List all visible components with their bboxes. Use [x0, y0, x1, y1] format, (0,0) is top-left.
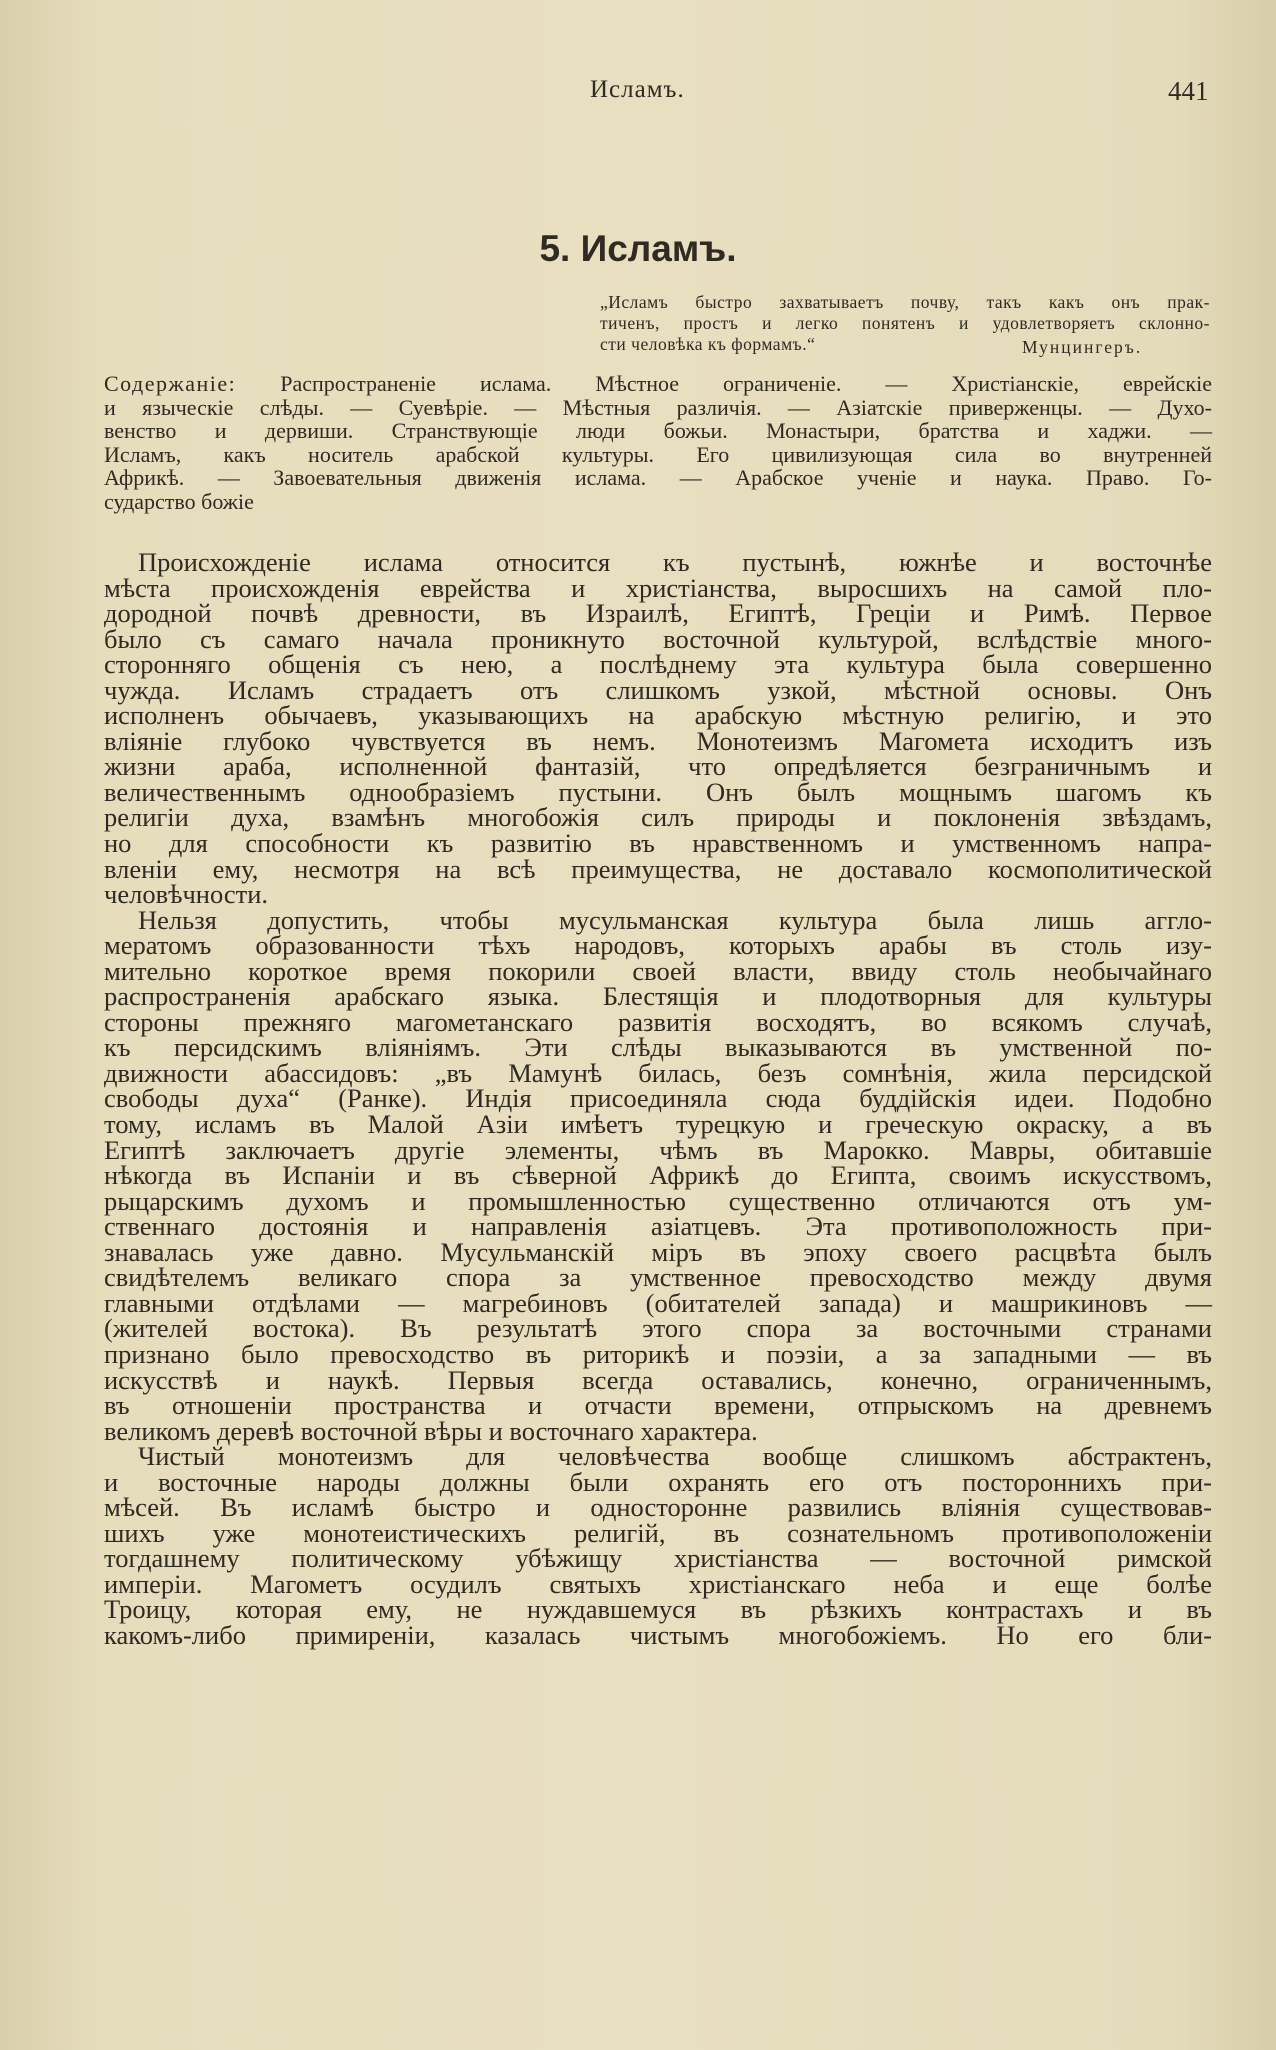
contents-text: Распространеніе ислама. Мѣстное ограниченіе. — Христіанскіе, еврейскіе — [236, 371, 1212, 396]
paragraph-line: мѣста происхожденія еврейства и христіанства, выросшихъ на самой пло- — [104, 572, 1212, 603]
paragraph-line: Происхожденіе ислама относится къ пустынѣ, южнѣе и восточнѣе — [138, 547, 1212, 577]
paragraph-line: рыцарскимъ духомъ и промышленностью существенно отличаются отъ ум- — [104, 1185, 1212, 1216]
paragraph-line: дородной почвѣ древности, въ Израилѣ, Египтѣ, Греціи и Римѣ. Первое — [104, 598, 1212, 629]
paragraph-line: признано было превосходство въ риторикѣ и поэзіи, а за западными — въ — [104, 1338, 1212, 1369]
paragraph-line: искусствѣ и наукѣ. Первыя всегда оставались, конечно, ограниченнымъ, — [104, 1364, 1212, 1395]
epigraph-line: „Исламъ быстро захватываетъ почву, такъ какъ онъ прак- — [600, 292, 1210, 312]
epigraph-line: тиченъ, простъ и легко понятенъ и удовлетворяетъ склонно- — [600, 313, 1210, 333]
epigraph-author: Мунцингеръ. — [1022, 337, 1143, 357]
paragraph-line: вліяніе глубоко чувствуется въ немъ. Монотеизмъ Магомета исходитъ изъ — [104, 725, 1212, 756]
paragraph-line: но для способности къ развитію въ нравственномъ и умственномъ напра- — [104, 828, 1212, 859]
paragraph-line: мератомъ образованности тѣхъ народовъ, которыхъ арабы въ столь изу- — [104, 930, 1212, 961]
paragraph-line: религіи духа, взамѣнъ многобожія силъ природы и поклоненія звѣздамъ, — [104, 802, 1212, 833]
paragraph-line: Египтѣ заключаетъ другіе элементы, чѣмъ въ Марокко. Мавры, обитавшіе — [104, 1134, 1212, 1165]
contents-line: венство и дервиши. Странствующіе люди божьи. Монастыри, братства и хаджи. — — [104, 418, 1212, 443]
paragraph-line: великомъ деревѣ восточной вѣры и восточнаго характера. — [104, 1415, 758, 1446]
paragraph-line: къ персидскимъ вліяніямъ. Эти слѣды выказываются въ умственной по- — [104, 1032, 1212, 1063]
paragraph-line: въ отношеніи пространства и отчасти времени, отпрыскомъ на древнемъ — [104, 1390, 1212, 1421]
body-text — [104, 547, 1212, 1650]
paragraph-line: свободы духа“ (Ранке). Индія присоединяла сюда буддійскія идеи. Подобно — [104, 1083, 1212, 1114]
paragraph-line: тому, исламъ въ Малой Азіи имѣетъ турецкую и греческую окраску, а въ — [104, 1109, 1212, 1140]
paragraph-line: вленіи ему, несмотря на всѣ преимущества, не доставало космополитической — [104, 853, 1212, 884]
chapter-title: 5. Исламъ. — [539, 228, 737, 269]
paragraph-line: знавалась уже давно. Мусульманскій міръ въ эпоху своего расцвѣта былъ — [104, 1236, 1212, 1267]
paragraph-line: шихъ уже монотеистическихъ религій, въ сознательномъ противоположеніи — [104, 1517, 1212, 1548]
contents-line — [104, 372, 1212, 396]
paragraph-line: Троицу, которая ему, не нуждавшемуся въ рѣзкихъ контрастахъ и въ — [104, 1594, 1212, 1625]
contents-line: сударство божіе — [104, 488, 254, 514]
paragraph-line: тогдашнему политическому убѣжищу христіанства — восточной римской — [104, 1543, 1212, 1574]
running-title: Исламъ. — [590, 76, 685, 103]
contents-line: Исламъ, какъ носитель арабской культуры. Его цивилизующая сила во внутренней — [104, 441, 1212, 467]
paragraph-line: распространенія арабскаго языка. Блестящія и плодотворныя для культуры — [104, 981, 1212, 1012]
paragraph-line: было съ самаго начала проникнуто восточной культурой, вслѣдствіе много- — [104, 623, 1212, 654]
paragraph-line: какомъ-либо примиреніи, казалась чистымъ многобожіемъ. Но его бли- — [104, 1619, 1212, 1650]
paragraph-line: имперіи. Магометъ осудилъ святыхъ христіанскаго неба и еще болѣе — [104, 1568, 1212, 1599]
page-number: 441 — [1168, 76, 1209, 106]
paragraph-line: величественнымъ однообразіемъ пустыни. Онъ былъ мощнымъ шагомъ къ — [104, 776, 1212, 807]
paragraph-line: и восточные народы должны были охранять его отъ постороннихъ при- — [104, 1466, 1212, 1497]
paragraph-line: Нельзя допустить, чтобы мусульманская культура была лишь аггло- — [138, 904, 1212, 935]
paragraph-line: ственнаго достоянія и направленія азіатцевъ. Эта противоположность при- — [104, 1211, 1212, 1242]
paragraph-line: Чистый монотеизмъ для человѣчества вообще слишкомъ абстрактенъ, — [138, 1441, 1212, 1472]
paragraph-line: чужда. Исламъ страдаетъ отъ слишкомъ узкой, мѣстной основы. Онъ — [104, 674, 1212, 705]
paragraph-line: мѣсей. Въ исламѣ быстро и односторонне развились вліянія существовав- — [104, 1492, 1212, 1523]
paragraph-line: свидѣтелемъ великаго спора за умственное превосходство между двумя — [104, 1262, 1212, 1293]
paragraph-line: (жителей востока). Въ результатѣ этого спора за восточными странами — [104, 1313, 1212, 1344]
paragraph-line: жизни араба, исполненной фантазій, что опредѣляется безграничнымъ и — [104, 751, 1212, 782]
paragraph-line: исполненъ обычаевъ, указывающихъ на арабскую мѣстную религію, и это — [104, 700, 1212, 731]
paragraph-line: движности абассидовъ: „въ Мамунѣ билась, безъ сомнѣнія, жила персидской — [104, 1057, 1212, 1088]
paragraph-line: сторонняго общенія съ нею, а послѣднему эта культура была совершенно — [104, 649, 1212, 680]
paragraph-line: стороны прежняго магометанскаго развитія восходятъ, во всякомъ случаѣ, — [104, 1006, 1212, 1037]
chapter-contents — [104, 372, 1212, 513]
contents-line: Африкѣ. — Завоевательныя движенія ислама. — Арабское ученіе и наука. Право. Го- — [104, 465, 1212, 490]
paragraph-line: главными отдѣлами — магребиновъ (обитателей запада) и машрикиновъ — — [104, 1287, 1212, 1318]
paragraph-line: нѣкогда въ Испаніи и въ сѣверной Африкѣ до Египта, своимъ искусствомъ, — [104, 1160, 1212, 1191]
contents-label: Содержаніе: — [104, 371, 237, 396]
paragraph-line: мительно короткое время покорили своей власти, ввиду столь необычайнаго — [104, 955, 1212, 986]
contents-line: и языческіе слѣды. — Суевѣріе. — Мѣстныя различія. — Азіатскіе приверженцы. — Духо- — [104, 394, 1212, 420]
paragraph-line: человѣчности. — [104, 879, 269, 910]
epigraph-line: сти человѣка къ формамъ.“ — [600, 334, 816, 354]
